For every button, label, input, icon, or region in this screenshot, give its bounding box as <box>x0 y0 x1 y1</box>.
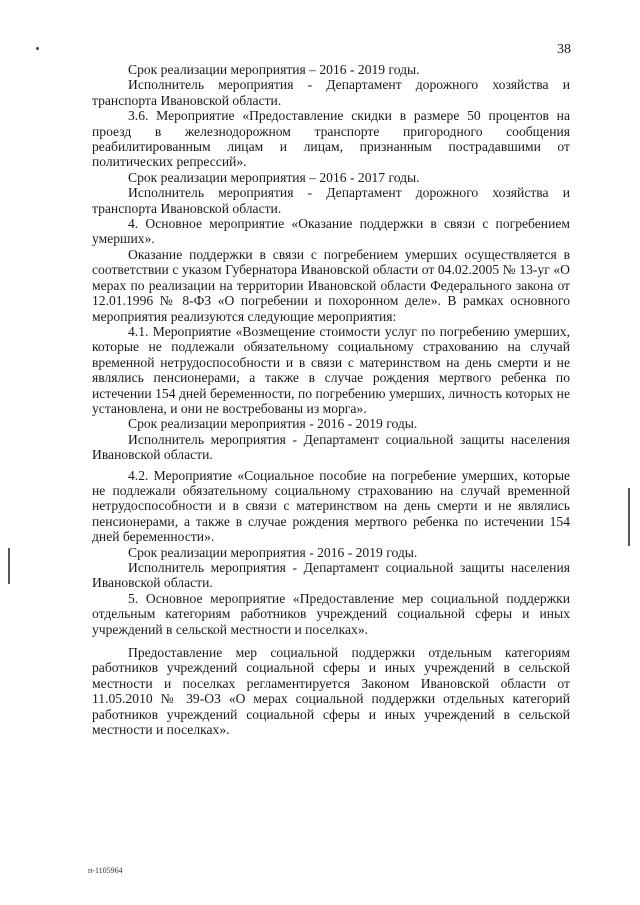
document-code: п-1105964 <box>88 866 123 875</box>
document-body <box>92 62 570 737</box>
paragraph-14: 5. Основное мероприятие «Предоставление мер социальной поддержки отдельным категориям работников учреждений социальной сферы и иных учреждений в сельской местности и поселках». <box>92 590 570 637</box>
paragraph-5: Исполнитель мероприятия - Департамент дорожного хозяйства и транспорта Ивановской области. <box>92 185 570 216</box>
paragraph-13: Исполнитель мероприятия - Департамент социальной защиты населения Ивановской области. <box>92 560 570 591</box>
paragraph-12: Срок реализации мероприятия - 2016 - 2019 годы. <box>128 544 418 560</box>
paragraph-9: Срок реализации мероприятия - 2016 - 2019 годы. <box>128 416 418 432</box>
paragraph-10: Исполнитель мероприятия - Департамент социальной защиты населения Ивановской области. <box>92 431 570 463</box>
paragraph-6: 4. Основное мероприятие «Оказание поддержки в связи с погребением умерших». <box>92 216 570 247</box>
paragraph-4: Срок реализации мероприятия – 2016 - 2017 годы. <box>128 169 420 185</box>
paragraph-8: 4.1. Мероприятие «Возмещение стоимости услуг по погребению умерших, которые не подлежали обязательному социальному страхованию на случай временной нетрудоспособности и в связи с материнством на день смерти и не являлись пенсионерами, а также в случае рождения мертвого ребенка по истечении 154 дней беременности, по погребению умерших, личность которых не установлена, и они не востребованы из морга». <box>92 323 570 416</box>
page-number: 38 <box>557 42 571 57</box>
paragraph-2: Исполнитель мероприятия - Департамент дорожного хозяйства и транспорта Ивановской области. <box>92 77 570 108</box>
scan-mark-left <box>8 548 10 584</box>
paragraph-3: 3.6. Мероприятие «Предоставление скидки в размере 50 процентов на проезд в железнодорожном транспорте пригородного сообщения реабилитированным лицам и лицам, признанным пострадавшими от политических репрессий». <box>92 108 570 170</box>
scan-mark-right <box>628 488 630 546</box>
paragraph-7: Оказание поддержки в связи с погребением умерших осуществляется в соответствии с указом Губернатора Ивановской области от 04.02.2005 № 13-уг «О мерах по реализации на территории Ивановской области Федерального закона от 12.01.1996 № 8-ФЗ «О погребении и похоронном деле». В рамках основного мероприятия реализуются следующие мероприятия: <box>92 246 570 324</box>
paragraph-11: 4.2. Мероприятие «Социальное пособие на погребение умерших, которые не подлежали обязательному социальному страхованию на случай временной нетрудоспособности и в связи с материнством на день смерти и не являлись пенсионерами, а также в случае рождения мертвого ребенка по истечении 154 дней беременности». <box>92 467 570 545</box>
paragraph-1: Срок реализации мероприятия – 2016 - 2019 годы. <box>128 62 420 77</box>
paragraph-15: Предоставление мер социальной поддержки отдельным категориям работников учреждений социальной сферы и иных учреждений в сельской местности и поселках регламентируется Законом Ивановской области от 11.05.2010 № 39-ОЗ «О мерах социальной поддержки отдельных категорий работников учреждений социальной сферы и иных учреждений в сельской местности и поселках». <box>92 645 570 738</box>
scan-speck <box>36 47 39 50</box>
